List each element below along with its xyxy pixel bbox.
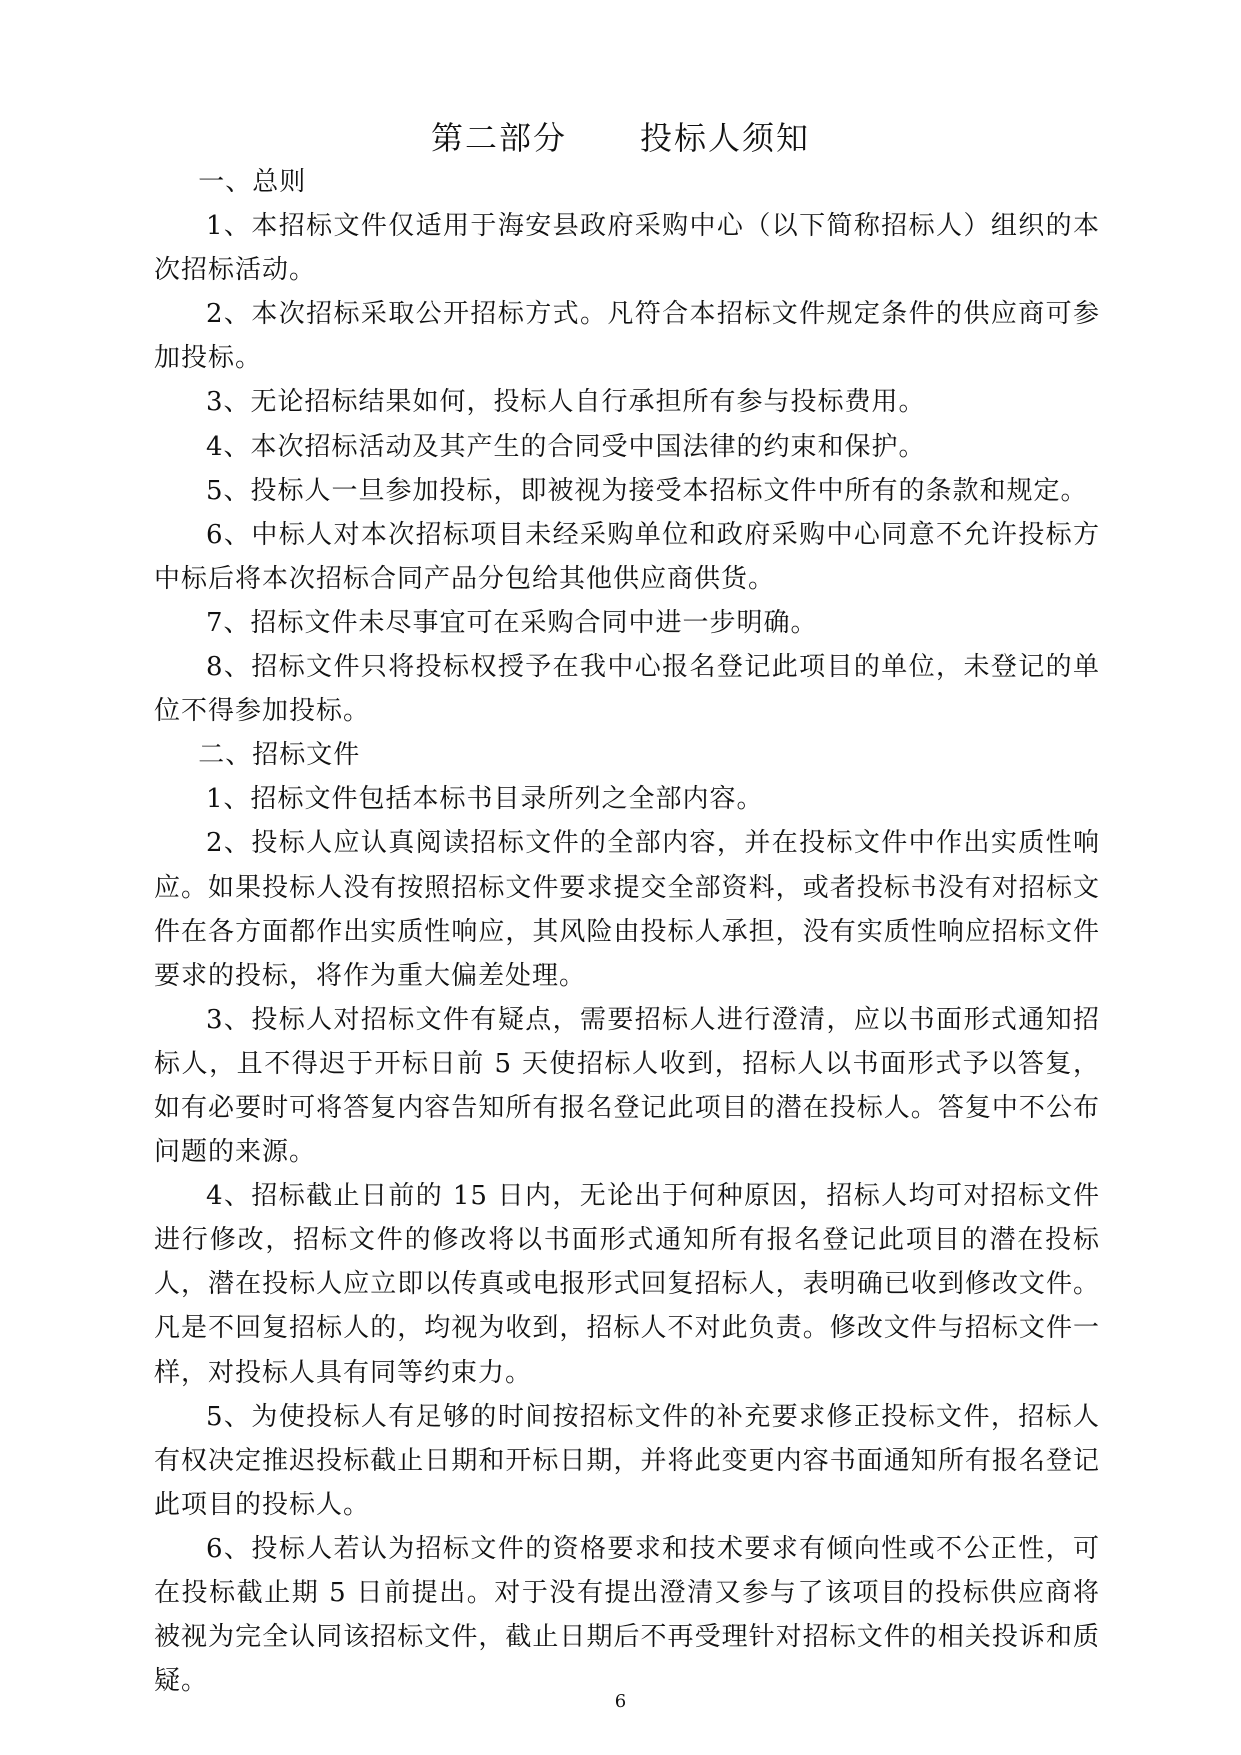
paragraph: 6、中标人对本次招标项目未经采购单位和政府采购中心同意不允许投标方中标后将本次招标合同产品分包给其他供应商供货。 [154, 519, 1100, 594]
paragraph: 3、无论招标结果如何，投标人自行承担所有参与投标费用。 [206, 387, 926, 418]
section-heading-tender-documents: 二、招标文件 [198, 740, 361, 771]
paragraph: 1、招标文件包括本标书目录所列之全部内容。 [206, 784, 764, 815]
paragraph: 5、投标人一旦参加投标，即被视为接受本招标文件中所有的条款和规定。 [206, 475, 1088, 506]
paragraph: 1、本招标文件仅适用于海安县政府采购中心（以下简称招标人）组织的本次招标活动。 [154, 211, 1100, 286]
paragraph: 6、投标人若认为招标文件的资格要求和技术要求有倾向性或不公正性，可在投标截止期 5 日前提出。对于没有提出澄清又参与了该项目的投标供应商将被视为完全认同该招标文件，截止日期后不再受理针对招标文件的相关投诉和质疑。 [154, 1533, 1100, 1697]
paragraph: 7、招标文件未尽事宜可在采购合同中进一步明确。 [206, 607, 818, 638]
paragraph: 5、为使投标人有足够的时间按招标文件的补充要求修正投标文件，招标人有权决定推迟投标截止日期和开标日期，并将此变更内容书面通知所有报名登记此项目的投标人。 [154, 1401, 1100, 1520]
page-number: 6 [614, 1691, 627, 1712]
section-heading-general: 一、总则 [198, 167, 307, 197]
paragraph: 4、招标截止日前的 15 日内，无论出于何种原因，招标人均可对招标文件进行修改，招标文件的修改将以书面形式通知所有报名登记此项目的潜在投标人，潜在投标人应立即以传真或电报形式回复招标人，表明确已收到修改文件。凡是不回复招标人的，均视为收到，招标人不对此负责。修改文件与招标文件一样，对投标人具有同等约束力。 [154, 1181, 1100, 1388]
paragraph: 2、投标人应认真阅读招标文件的全部内容，并在投标文件中作出实质性响应。如果投标人没有按照招标文件要求提交全部资料，或者投标书没有对招标文件在各方面都作出实质性响应，其风险由投标人承担，没有实质性响应招标文件要求的投标，将作为重大偏差处理。 [154, 828, 1100, 991]
paragraph: 8、招标文件只将投标权授予在我中心报名登记此项目的单位，未登记的单位不得参加投标。 [154, 652, 1100, 727]
paragraph: 2、本次招标采取公开招标方式。凡符合本招标文件规定条件的供应商可参加投标。 [154, 299, 1100, 374]
page-title: 第二部分 投标人须知 [430, 119, 811, 157]
paragraph: 3、投标人对招标文件有疑点，需要招标人进行澄清，应以书面形式通知招标人，且不得迟于开标日前 5 天使招标人收到，招标人以书面形式予以答复，如有必要时可将答复内容告知所有报名登记此项目的潜在投标人。答复中不公布问题的来源。 [154, 1004, 1100, 1168]
document-body [154, 160, 1100, 1703]
paragraph: 4、本次招标活动及其产生的合同受中国法律的约束和保护。 [206, 431, 926, 462]
